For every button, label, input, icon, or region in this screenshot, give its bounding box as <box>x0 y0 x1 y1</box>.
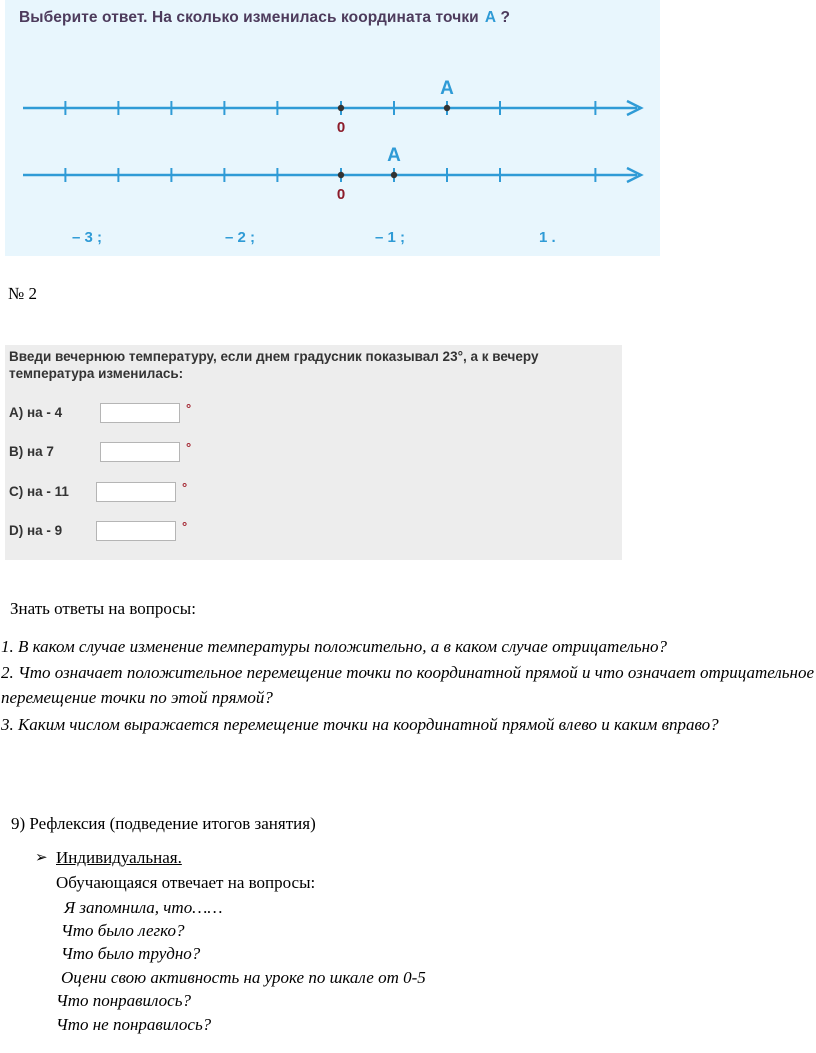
reflection-intro: Обучающаяся отвечает на вопросы: <box>56 873 316 892</box>
option-c-label: C) на - 11 <box>9 484 69 499</box>
question-2: 2. Что означает положительное перемещение точки по координатной прямой и что означает отрицательное перемещение точки по этой прямой? <box>1 663 814 707</box>
question-1: 1. В каком случае изменение температуры положительно, а в каком случае отрицательно? <box>1 637 668 656</box>
question-3: 3. Каким числом выражается перемещение точки на координатной прямой влево и каким вправо? <box>1 715 719 734</box>
option-a-input[interactable] <box>100 403 180 423</box>
option-a-degree: ° <box>186 401 192 416</box>
option-d-input[interactable] <box>96 521 176 541</box>
option-d-label: D) на - 9 <box>9 523 63 538</box>
figure2-title: Введи вечернюю температуру, если днем градусник показывал 23°, а к вечеру температура изменилась: <box>9 349 539 381</box>
line1-label-zero: 0 <box>336 119 346 136</box>
answer-option-4[interactable]: 1 . <box>539 229 556 246</box>
answer-option-2[interactable]: – 2 ; <box>225 229 256 246</box>
number-lines-svg <box>5 0 660 256</box>
figure1-title-point: А <box>484 9 497 26</box>
option-b-label: B) на 7 <box>9 444 54 459</box>
option-b-input[interactable] <box>100 442 180 462</box>
option-d-degree: ° <box>182 519 188 534</box>
individual-label: Индивидуальная. <box>56 848 182 867</box>
figure1-title-text: Выберите ответ. На сколько изменилась координата точки <box>19 9 479 26</box>
option-b-degree: ° <box>186 440 192 455</box>
line2-label-zero: 0 <box>336 186 346 203</box>
line2-origin-dot <box>338 172 344 178</box>
reflection-item-2: Что было легко? <box>61 921 185 940</box>
number-line-figure <box>5 0 660 256</box>
figure1-title-qmark: ? <box>500 9 511 26</box>
temperature-figure <box>5 345 622 560</box>
line1-origin-dot <box>338 105 344 111</box>
reflection-item-5: Что понравилось? <box>56 991 191 1010</box>
option-c-degree: ° <box>182 480 188 495</box>
option-c-input[interactable] <box>96 482 176 502</box>
line1-point-label: А <box>440 78 454 99</box>
line1-point-dot <box>444 105 450 111</box>
reflection-item-6: Что не понравилось? <box>56 1015 212 1034</box>
line2-point-dot <box>391 172 397 178</box>
task-number: № 2 <box>8 284 37 303</box>
option-a-label: A) на - 4 <box>9 405 63 420</box>
reflection-item-3: Что было трудно? <box>61 944 201 963</box>
reflection-heading: 9) Рефлексия (подведение итогов занятия) <box>11 814 316 833</box>
reflection-item-1: Я запомнила, что…… <box>64 898 223 917</box>
know-answers-heading: Знать ответы на вопросы: <box>10 599 196 618</box>
reflection-item-4: Оцени свою активность на уроке по шкале от 0-5 <box>61 968 426 987</box>
answer-option-1[interactable]: – 3 ; <box>72 229 103 246</box>
answer-option-3[interactable]: – 1 ; <box>375 229 406 246</box>
bullet-arrow-icon: ➢ <box>35 848 48 866</box>
line2-point-label: А <box>387 145 401 166</box>
